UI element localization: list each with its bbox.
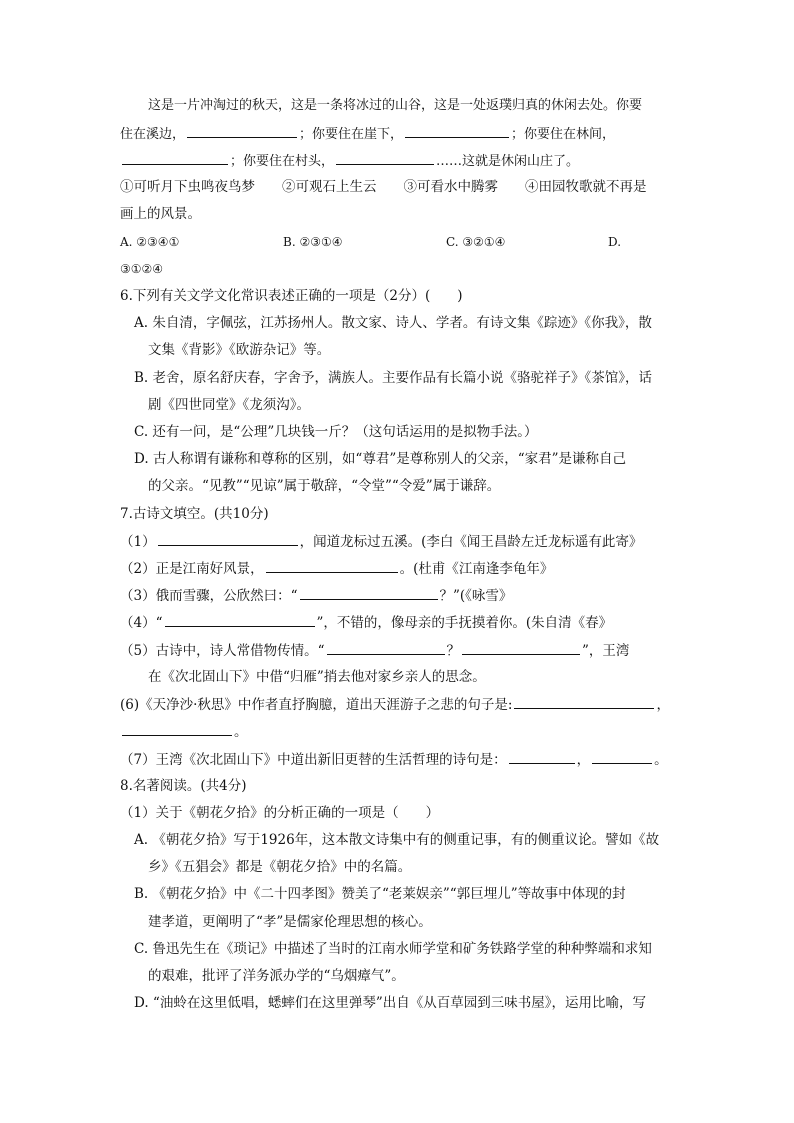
q6-option-b-cont: 剧《四世同堂》《龙须沟》。	[148, 397, 310, 413]
q6-option-b[interactable]: B. 老舍，原名舒庆春，字舍予，满族人。主要作品有长篇小说《骆驼祥子》《茶馆》，话	[134, 370, 653, 386]
answer-blank[interactable]	[187, 123, 297, 138]
answer-option-a[interactable]: A. ②③④①	[120, 235, 180, 249]
q8-option-b[interactable]: B. 《朝花夕拾》中《二十四孝图》赞美了“老莱娱亲”“郭巨埋儿”等故事中体现的封	[134, 886, 626, 902]
options-line-2: 画上的风景。	[120, 206, 201, 222]
q7-item-7	[120, 749, 668, 770]
answer-blank[interactable]	[592, 749, 652, 764]
item-text: ，闻道龙标过五溪。(李白《闻王昌龄左迁龙标遥有此寄》	[299, 534, 643, 550]
q8-option-c[interactable]: C. 鲁迅先生在《琐记》中描述了当时的江南水师学堂和矿务铁路学堂的种种弊端和求知	[134, 941, 652, 957]
answer-option-d[interactable]: D.	[608, 235, 622, 249]
passage-text: ……这就是休闲山庄了。	[436, 154, 580, 169]
q8-option-c-cont: 的艰难，批评了洋务派办学的“乌烟瘴气”。	[148, 968, 405, 984]
passage-line-3	[120, 150, 579, 172]
passage-line-2	[120, 123, 615, 145]
answer-blank[interactable]	[405, 123, 509, 138]
answer-blank[interactable]	[158, 531, 298, 546]
item-text: （1）	[120, 534, 156, 550]
passage-text: ；你要住在崖下，	[299, 127, 404, 142]
q8-option-a[interactable]: A. 《朝花夕拾》写于1926年，这本散文诗集中有的侧重记事，有的侧重议论。譬如《故	[134, 832, 660, 848]
options-line-1: ①可听月下虫鸣夜鸟梦 ②可观石上生云 ③可看水中腾雾 ④田园牧歌就不再是	[120, 179, 647, 195]
q7-item-6	[120, 694, 670, 715]
answer-blank[interactable]	[462, 640, 580, 655]
item-text: （4）“	[120, 615, 163, 631]
answer-blank[interactable]	[336, 150, 434, 165]
question-6-stem: 6.下列有关文学文化常识表述正确的一项是（2分）( )	[120, 288, 463, 304]
q8-option-d[interactable]: D. “油蛉在这里低唱，蟋蟀们在这里弹琴”出自《从百草园到三味书屋》，运用比喻，写	[134, 995, 646, 1011]
q7-item-3	[120, 585, 512, 606]
q6-option-a[interactable]: A. 朱自清，字佩弦，江苏扬州人。散文家、诗人、学者。有诗文集《踪迹》《你我》，散	[134, 315, 652, 331]
passage-text: ；你要住在林间，	[511, 127, 616, 142]
answer-blank[interactable]	[165, 612, 315, 627]
q6-option-a-cont: 文集《背影》《欧游杂记》等。	[148, 342, 331, 358]
q6-option-c[interactable]: C. 还有一问，是“公理”几块钱一斤？（这句话运用的是拟物手法。）	[134, 424, 538, 440]
answer-blank[interactable]	[300, 585, 438, 600]
q6-option-d-cont: 的父亲。“见教”“见谅”属于敬辞，“令堂”“令爱”属于谦辞。	[148, 478, 501, 494]
answer-option-d-text: ③①②④	[120, 262, 164, 276]
q8-option-a-cont: 乡》《五猖会》都是《朝花夕拾》中的名篇。	[148, 859, 412, 875]
answer-blank[interactable]	[509, 749, 575, 764]
item-text: 。	[234, 724, 248, 740]
item-text: （7）王湾《次北固山下》中道出新旧更替的生活哲理的诗句是：	[120, 752, 507, 768]
answer-blank[interactable]	[122, 721, 232, 736]
item-text: 。(杜甫《江南逢李龟年》	[399, 561, 554, 577]
item-text: （2）正是江南好风景，	[120, 561, 264, 577]
answer-blank[interactable]	[327, 640, 445, 655]
passage-text: 住在溪边，	[120, 127, 186, 142]
q8-option-b-cont: 建孝道，更阐明了“孝”是儒家伦理思想的核心。	[148, 914, 432, 930]
q7-item-1	[120, 531, 642, 552]
q7-item-5	[120, 640, 629, 661]
q8-sub-1: （1）关于《朝花夕拾》的分析正确的一项是（ ）	[120, 805, 440, 821]
item-text: ，	[576, 752, 591, 768]
answer-option-b[interactable]: B. ②③①④	[283, 235, 343, 249]
question-7-stem: 7.古诗文填空。(共10分)	[120, 506, 269, 522]
question-8-stem: 8.名著阅读。(共4分)	[120, 778, 247, 794]
q7-item-6-cont	[120, 721, 248, 742]
answer-blank[interactable]	[514, 694, 654, 709]
answer-option-c[interactable]: C. ③②①④	[446, 235, 506, 249]
item-text: （3）俄而雪骤，公欣然曰：“	[120, 588, 298, 604]
answer-blank[interactable]	[122, 150, 228, 165]
passage-line-1: 这是一片冲淘过的秋天，这是一条将冰过的山谷，这是一处返璞归真的休闲去处。你要	[148, 98, 643, 113]
item-text: ”，王湾	[582, 643, 630, 659]
q7-item-5-cont: 在《次北固山下》中借“归雁”捎去他对家乡亲人的思念。	[148, 669, 486, 685]
item-text: （5）古诗中，诗人常借物传情。“	[120, 643, 325, 659]
q6-option-d[interactable]: D. 古人称谓有谦称和尊称的区别，如“尊君”是尊称别人的父亲，“家君”是谦称自己	[134, 451, 627, 467]
q7-item-2	[120, 558, 553, 579]
item-text: 。	[654, 752, 668, 768]
item-text: ？”(《咏雪》	[439, 588, 513, 604]
item-text: ，	[656, 697, 670, 713]
item-text: (6)《天净沙·秋思》中作者直抒胸臆，道出天涯游子之悲的句子是:	[120, 697, 513, 713]
answer-blank[interactable]	[266, 558, 398, 573]
item-text: ”，不错的，像母亲的手抚摸着你。(朱自清《春》	[316, 615, 613, 631]
q7-item-4	[120, 612, 612, 633]
item-text: ？	[446, 643, 460, 659]
passage-text: ；你要住在村头，	[230, 154, 335, 169]
